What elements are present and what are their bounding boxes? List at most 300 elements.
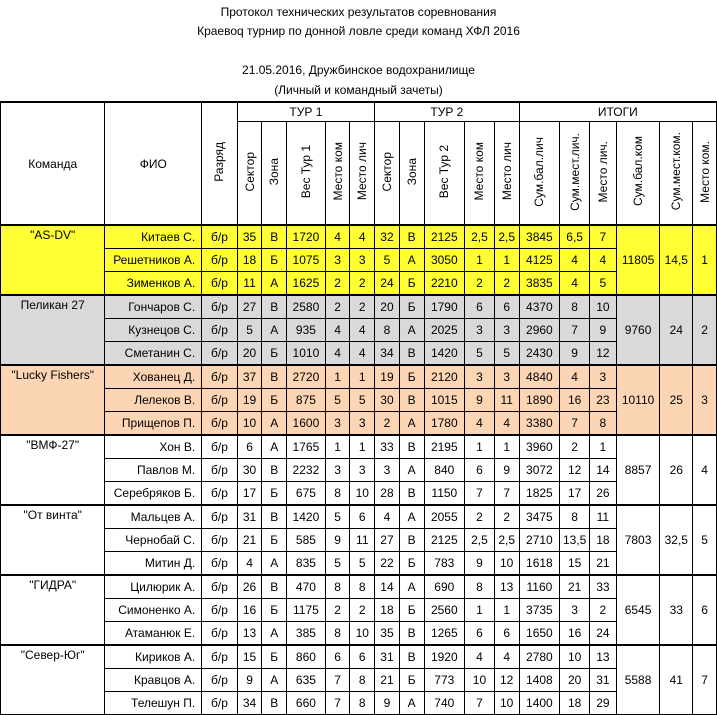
sum-pts-cell: 1890 bbox=[519, 389, 560, 412]
fio-cell: Решетников А. bbox=[105, 249, 202, 272]
t2-sector-cell: 22 bbox=[375, 552, 400, 576]
t2-sector-cell: 27 bbox=[375, 529, 400, 552]
place-pers-total-cell: 31 bbox=[590, 669, 617, 692]
rank-cell: б/р bbox=[202, 669, 238, 692]
t1-zone-cell: А bbox=[262, 412, 287, 436]
col-sum-pts-team: Сум.бал.ком bbox=[616, 122, 660, 226]
t1-sector-cell: 10 bbox=[237, 412, 262, 436]
rank-cell: б/р bbox=[202, 692, 238, 715]
results-table bbox=[0, 101, 717, 715]
t1-place-team-cell: 9 bbox=[325, 529, 350, 552]
t2-place-pers-cell: 13 bbox=[494, 575, 519, 599]
sum-places-cell: 9 bbox=[560, 342, 590, 366]
table-row bbox=[1, 599, 717, 622]
scoring-note: (Личный и командный зачеты) bbox=[274, 83, 443, 97]
t2-place-pers-cell: 3 bbox=[494, 319, 519, 342]
fio-cell: Мальцев А. bbox=[105, 505, 202, 529]
t1-weight-cell: 860 bbox=[287, 645, 326, 669]
sum-places-cell: 4 bbox=[560, 365, 590, 389]
t2-place-pers-cell: 2 bbox=[494, 272, 519, 296]
t2-weight-cell: 2025 bbox=[424, 319, 465, 342]
rank-cell: б/р bbox=[202, 342, 238, 366]
t1-zone-cell: В bbox=[262, 295, 287, 319]
t2-place-team-cell: 4 bbox=[465, 645, 495, 669]
t2-zone-cell: А bbox=[399, 319, 424, 342]
t2-place-team-cell: 6 bbox=[465, 459, 495, 482]
t2-place-team-cell: 6 bbox=[465, 622, 495, 646]
sum-pts-cell: 4370 bbox=[519, 295, 560, 319]
t1-place-team-cell: 6 bbox=[325, 645, 350, 669]
t1-weight-cell: 660 bbox=[287, 692, 326, 715]
rank-cell: б/р bbox=[202, 645, 238, 669]
col-t2-weight: Вес Тур 2 bbox=[424, 122, 465, 226]
place-pers-total-cell: 1 bbox=[590, 435, 617, 459]
t2-weight-cell: 1150 bbox=[424, 482, 465, 506]
t2-zone-cell: А bbox=[399, 505, 424, 529]
team-name-cell: "Север-Юг" bbox=[1, 645, 105, 715]
sum-pts-cell: 3072 bbox=[519, 459, 560, 482]
t1-place-team-cell: 2 bbox=[325, 295, 350, 319]
place-pers-total-cell: 23 bbox=[590, 389, 617, 412]
t1-weight-cell: 1765 bbox=[287, 435, 326, 459]
tournament-title: Краевоq турнир по донной ловле среди команд ХФЛ 2016 bbox=[197, 24, 520, 38]
t1-place-team-cell: 3 bbox=[325, 459, 350, 482]
fio-cell: Хон В. bbox=[105, 435, 202, 459]
t1-place-team-cell: 4 bbox=[325, 319, 350, 342]
t1-sector-cell: 26 bbox=[237, 575, 262, 599]
t2-sector-cell: 21 bbox=[375, 669, 400, 692]
table-row bbox=[1, 272, 717, 296]
t1-weight-cell: 470 bbox=[287, 575, 326, 599]
t2-place-team-cell: 1 bbox=[465, 249, 495, 272]
t2-sector-cell: 9 bbox=[375, 692, 400, 715]
t2-weight-cell: 3050 bbox=[424, 249, 465, 272]
sum-places-cell: 3 bbox=[560, 599, 590, 622]
t1-sector-cell: 21 bbox=[237, 529, 262, 552]
t1-place-pers-cell: 10 bbox=[350, 622, 375, 646]
t2-place-pers-cell: 12 bbox=[494, 669, 519, 692]
t1-place-pers-cell: 3 bbox=[350, 459, 375, 482]
sum-pts-cell: 3475 bbox=[519, 505, 560, 529]
team-place-cell: 1 bbox=[693, 225, 717, 295]
t1-place-pers-cell: 3 bbox=[350, 249, 375, 272]
place-pers-total-cell: 26 bbox=[590, 482, 617, 506]
t2-zone-cell: В bbox=[399, 529, 424, 552]
t1-zone-cell: Б bbox=[262, 599, 287, 622]
team-place-cell: 7 bbox=[693, 645, 717, 715]
table-row bbox=[1, 669, 717, 692]
t2-place-team-cell: 5 bbox=[465, 342, 495, 366]
team-name-cell: "Lucky Fishers" bbox=[1, 365, 105, 435]
t1-place-team-cell: 2 bbox=[325, 599, 350, 622]
t1-zone-cell: Б bbox=[262, 342, 287, 366]
t1-sector-cell: 13 bbox=[237, 622, 262, 646]
team-name-cell: "ВМФ-27" bbox=[1, 435, 105, 505]
t1-place-team-cell: 8 bbox=[325, 622, 350, 646]
t2-sector-cell: 20 bbox=[375, 295, 400, 319]
place-pers-total-cell: 5 bbox=[590, 272, 617, 296]
t1-sector-cell: 35 bbox=[237, 225, 262, 249]
t1-weight-cell: 1420 bbox=[287, 505, 326, 529]
team-sum-pts-cell: 8857 bbox=[616, 435, 660, 505]
t2-place-pers-cell: 11 bbox=[494, 389, 519, 412]
t1-weight-cell: 1075 bbox=[287, 249, 326, 272]
t2-place-pers-cell: 9 bbox=[494, 459, 519, 482]
team-sum-places-cell: 14,5 bbox=[660, 225, 693, 295]
col-sum-pts: Сум.бал.лич bbox=[519, 122, 560, 226]
sum-places-cell: 20 bbox=[560, 669, 590, 692]
t2-weight-cell: 2120 bbox=[424, 365, 465, 389]
table-row bbox=[1, 482, 717, 506]
t2-place-team-cell: 2 bbox=[465, 505, 495, 529]
place-pers-total-cell: 7 bbox=[590, 225, 617, 249]
t2-weight-cell: 690 bbox=[424, 575, 465, 599]
sum-places-cell: 7 bbox=[560, 319, 590, 342]
sum-places-cell: 13,5 bbox=[560, 529, 590, 552]
team-sum-places-cell: 41 bbox=[660, 645, 693, 715]
team-place-cell: 4 bbox=[693, 435, 717, 505]
team-place-cell: 5 bbox=[693, 505, 717, 575]
col-t2-place-pers: Место лич bbox=[494, 122, 519, 226]
place-pers-total-cell: 10 bbox=[590, 295, 617, 319]
place-pers-total-cell: 29 bbox=[590, 692, 617, 715]
rank-cell: б/р bbox=[202, 599, 238, 622]
t2-place-pers-cell: 2 bbox=[494, 505, 519, 529]
t2-weight-cell: 1790 bbox=[424, 295, 465, 319]
t1-sector-cell: 15 bbox=[237, 645, 262, 669]
t2-sector-cell: 33 bbox=[375, 435, 400, 459]
col-tour2: ТУР 2 bbox=[375, 102, 519, 122]
t1-place-pers-cell: 8 bbox=[350, 575, 375, 599]
col-team: Команда bbox=[1, 102, 105, 225]
t1-zone-cell: Б bbox=[262, 482, 287, 506]
t2-place-team-cell: 9 bbox=[465, 389, 495, 412]
t2-sector-cell: 28 bbox=[375, 482, 400, 506]
sum-places-cell: 2 bbox=[560, 435, 590, 459]
t1-place-pers-cell: 8 bbox=[350, 692, 375, 715]
rank-cell: б/р bbox=[202, 225, 238, 249]
table-row bbox=[1, 295, 717, 319]
t2-sector-cell: 32 bbox=[375, 225, 400, 249]
sum-pts-cell: 1650 bbox=[519, 622, 560, 646]
fio-cell: Кравцов А. bbox=[105, 669, 202, 692]
sum-pts-cell: 3380 bbox=[519, 412, 560, 436]
t1-zone-cell: В bbox=[262, 459, 287, 482]
t1-weight-cell: 1625 bbox=[287, 272, 326, 296]
t1-zone-cell: Б bbox=[262, 389, 287, 412]
t1-zone-cell: В bbox=[262, 505, 287, 529]
sum-places-cell: 6,5 bbox=[560, 225, 590, 249]
table-row bbox=[1, 389, 717, 412]
col-rank: Разряд bbox=[202, 102, 238, 225]
t1-sector-cell: 37 bbox=[237, 365, 262, 389]
col-tour1: ТУР 1 bbox=[237, 102, 374, 122]
t1-place-pers-cell: 4 bbox=[350, 319, 375, 342]
t1-place-team-cell: 7 bbox=[325, 669, 350, 692]
fio-cell: Симоненко А. bbox=[105, 599, 202, 622]
rank-cell: б/р bbox=[202, 575, 238, 599]
sum-pts-cell: 2960 bbox=[519, 319, 560, 342]
t1-sector-cell: 4 bbox=[237, 552, 262, 576]
t2-place-pers-cell: 6 bbox=[494, 622, 519, 646]
fio-cell: Серебряков Б. bbox=[105, 482, 202, 506]
t1-place-pers-cell: 6 bbox=[350, 645, 375, 669]
team-sum-pts-cell: 11805 bbox=[616, 225, 660, 295]
place-pers-total-cell: 3 bbox=[590, 365, 617, 389]
t2-zone-cell: В bbox=[399, 482, 424, 506]
t1-place-pers-cell: 2 bbox=[350, 272, 375, 296]
table-row bbox=[1, 505, 717, 529]
t1-place-pers-cell: 11 bbox=[350, 529, 375, 552]
col-t1-zone: Зона bbox=[262, 122, 287, 226]
table-row bbox=[1, 319, 717, 342]
rank-cell: б/р bbox=[202, 622, 238, 646]
t2-place-team-cell: 4 bbox=[465, 412, 495, 436]
rank-cell: б/р bbox=[202, 459, 238, 482]
t1-sector-cell: 30 bbox=[237, 459, 262, 482]
fio-cell: Атаманюк Е. bbox=[105, 622, 202, 646]
sum-places-cell: 10 bbox=[560, 645, 590, 669]
t1-weight-cell: 875 bbox=[287, 389, 326, 412]
t2-weight-cell: 1920 bbox=[424, 645, 465, 669]
rank-cell: б/р bbox=[202, 272, 238, 296]
t2-zone-cell: Б bbox=[399, 552, 424, 576]
team-place-cell: 2 bbox=[693, 295, 717, 365]
t2-zone-cell: Б bbox=[399, 295, 424, 319]
table-row bbox=[1, 552, 717, 576]
t2-weight-cell: 2210 bbox=[424, 272, 465, 296]
t2-weight-cell: 783 bbox=[424, 552, 465, 576]
rank-cell: б/р bbox=[202, 389, 238, 412]
sum-pts-cell: 3960 bbox=[519, 435, 560, 459]
t1-sector-cell: 19 bbox=[237, 389, 262, 412]
team-sum-pts-cell: 9760 bbox=[616, 295, 660, 365]
t2-place-pers-cell: 2,5 bbox=[494, 225, 519, 249]
t2-sector-cell: 2 bbox=[375, 412, 400, 436]
team-sum-places-cell: 24 bbox=[660, 295, 693, 365]
place-pers-total-cell: 24 bbox=[590, 622, 617, 646]
sum-places-cell: 7 bbox=[560, 412, 590, 436]
sum-places-cell: 16 bbox=[560, 389, 590, 412]
t2-zone-cell: А bbox=[399, 249, 424, 272]
t2-weight-cell: 1420 bbox=[424, 342, 465, 366]
col-t1-place-pers: Место лич bbox=[350, 122, 375, 226]
t2-zone-cell: А bbox=[399, 692, 424, 715]
fio-cell: Лелеков В. bbox=[105, 389, 202, 412]
t2-zone-cell: В bbox=[399, 645, 424, 669]
rank-cell: б/р bbox=[202, 552, 238, 576]
t1-place-team-cell: 8 bbox=[325, 482, 350, 506]
table-row bbox=[1, 459, 717, 482]
table-row bbox=[1, 365, 717, 389]
t2-weight-cell: 2125 bbox=[424, 225, 465, 249]
fio-cell: Кузнецов С. bbox=[105, 319, 202, 342]
rank-cell: б/р bbox=[202, 529, 238, 552]
col-t1-sector: Сектор bbox=[237, 122, 262, 226]
t1-place-team-cell: 8 bbox=[325, 575, 350, 599]
t1-sector-cell: 17 bbox=[237, 482, 262, 506]
t2-zone-cell: В bbox=[399, 435, 424, 459]
t2-place-team-cell: 3 bbox=[465, 319, 495, 342]
t2-sector-cell: 30 bbox=[375, 389, 400, 412]
t2-zone-cell: А bbox=[399, 412, 424, 436]
t1-place-team-cell: 3 bbox=[325, 412, 350, 436]
t1-zone-cell: В bbox=[262, 365, 287, 389]
t2-place-team-cell: 9 bbox=[465, 552, 495, 576]
sum-places-cell: 4 bbox=[560, 249, 590, 272]
place-pers-total-cell: 2 bbox=[590, 599, 617, 622]
fio-cell: Китаев С. bbox=[105, 225, 202, 249]
rank-cell: б/р bbox=[202, 249, 238, 272]
rank-cell: б/р bbox=[202, 319, 238, 342]
table-row bbox=[1, 412, 717, 436]
rank-cell: б/р bbox=[202, 435, 238, 459]
t2-place-pers-cell: 1 bbox=[494, 599, 519, 622]
date-location: 21.05.2016, Дружбинское водохранилище bbox=[242, 63, 475, 77]
t1-place-team-cell: 5 bbox=[325, 505, 350, 529]
t1-place-pers-cell: 5 bbox=[350, 552, 375, 576]
fio-cell: Павлов М. bbox=[105, 459, 202, 482]
rank-cell: б/р bbox=[202, 412, 238, 436]
t2-place-pers-cell: 7 bbox=[494, 482, 519, 506]
t1-weight-cell: 2232 bbox=[287, 459, 326, 482]
fio-cell: Зименков А. bbox=[105, 272, 202, 296]
t1-zone-cell: В bbox=[262, 575, 287, 599]
team-sum-places-cell: 33 bbox=[660, 575, 693, 645]
t2-sector-cell: 8 bbox=[375, 319, 400, 342]
t1-place-pers-cell: 10 bbox=[350, 482, 375, 506]
place-pers-total-cell: 21 bbox=[590, 552, 617, 576]
team-sum-places-cell: 32,5 bbox=[660, 505, 693, 575]
col-t2-sector: Сектор bbox=[375, 122, 400, 226]
t2-sector-cell: 3 bbox=[375, 459, 400, 482]
team-place-cell: 6 bbox=[693, 575, 717, 645]
t1-place-pers-cell: 6 bbox=[350, 505, 375, 529]
t2-place-pers-cell: 6 bbox=[494, 295, 519, 319]
sum-pts-cell: 3845 bbox=[519, 225, 560, 249]
t2-sector-cell: 18 bbox=[375, 599, 400, 622]
t2-weight-cell: 1015 bbox=[424, 389, 465, 412]
team-sum-pts-cell: 10110 bbox=[616, 365, 660, 435]
table-row bbox=[1, 435, 717, 459]
t2-weight-cell: 1780 bbox=[424, 412, 465, 436]
sum-pts-cell: 4125 bbox=[519, 249, 560, 272]
t2-place-pers-cell: 5 bbox=[494, 342, 519, 366]
t1-weight-cell: 1720 bbox=[287, 225, 326, 249]
sum-places-cell: 12 bbox=[560, 459, 590, 482]
t1-zone-cell: Б bbox=[262, 249, 287, 272]
sum-pts-cell: 2430 bbox=[519, 342, 560, 366]
rank-cell: б/р bbox=[202, 482, 238, 506]
t2-zone-cell: В bbox=[399, 342, 424, 366]
team-sum-pts-cell: 5588 bbox=[616, 645, 660, 715]
col-t2-place-team: Место ком bbox=[465, 122, 495, 226]
t1-weight-cell: 385 bbox=[287, 622, 326, 646]
rank-cell: б/р bbox=[202, 365, 238, 389]
fio-cell: Цилюрик А. bbox=[105, 575, 202, 599]
fio-cell: Сметанин С. bbox=[105, 342, 202, 366]
t1-zone-cell: Б bbox=[262, 529, 287, 552]
t2-place-team-cell: 2 bbox=[465, 272, 495, 296]
t2-place-team-cell: 3 bbox=[465, 365, 495, 389]
sum-pts-cell: 1400 bbox=[519, 692, 560, 715]
t1-place-team-cell: 1 bbox=[325, 365, 350, 389]
col-sum-places-team: Сум.мест.ком. bbox=[660, 122, 693, 226]
t2-zone-cell: В bbox=[399, 622, 424, 646]
t2-sector-cell: 14 bbox=[375, 575, 400, 599]
fio-cell: Хованец Д. bbox=[105, 365, 202, 389]
t1-zone-cell: Б bbox=[262, 645, 287, 669]
fio-cell: Чернобай С. bbox=[105, 529, 202, 552]
t2-weight-cell: 2055 bbox=[424, 505, 465, 529]
t2-sector-cell: 4 bbox=[375, 505, 400, 529]
sum-pts-cell: 4840 bbox=[519, 365, 560, 389]
protocol-title: Протокол технических результатов соревнования bbox=[220, 5, 497, 19]
t1-weight-cell: 585 bbox=[287, 529, 326, 552]
team-place-cell: 3 bbox=[693, 365, 717, 435]
team-sum-places-cell: 25 bbox=[660, 365, 693, 435]
t1-zone-cell: А bbox=[262, 669, 287, 692]
t2-weight-cell: 773 bbox=[424, 669, 465, 692]
place-pers-total-cell: 11 bbox=[590, 505, 617, 529]
table-row bbox=[1, 249, 717, 272]
t1-place-pers-cell: 5 bbox=[350, 389, 375, 412]
team-name-cell: Пеликан 27 bbox=[1, 295, 105, 365]
t2-sector-cell: 35 bbox=[375, 622, 400, 646]
t1-place-team-cell: 7 bbox=[325, 692, 350, 715]
place-pers-total-cell: 18 bbox=[590, 529, 617, 552]
col-sum-places: Сум.мест.лич. bbox=[560, 122, 590, 226]
t2-place-team-cell: 1 bbox=[465, 599, 495, 622]
t2-place-team-cell: 2,5 bbox=[465, 225, 495, 249]
t2-zone-cell: Б bbox=[399, 272, 424, 296]
col-totals: ИТОГИ bbox=[519, 102, 716, 122]
col-place-pers-total: Место лич. bbox=[590, 122, 617, 226]
rank-cell: б/р bbox=[202, 505, 238, 529]
t1-weight-cell: 1600 bbox=[287, 412, 326, 436]
fio-cell: Митин Д. bbox=[105, 552, 202, 576]
place-pers-total-cell: 4 bbox=[590, 249, 617, 272]
results-body bbox=[1, 225, 717, 715]
sum-places-cell: 4 bbox=[560, 272, 590, 296]
table-row bbox=[1, 342, 717, 366]
table-row bbox=[1, 225, 717, 249]
sum-places-cell: 18 bbox=[560, 692, 590, 715]
t1-place-pers-cell: 4 bbox=[350, 225, 375, 249]
place-pers-total-cell: 13 bbox=[590, 645, 617, 669]
t2-place-team-cell: 2,5 bbox=[465, 529, 495, 552]
sum-places-cell: 17 bbox=[560, 482, 590, 506]
fio-cell: Кириков А. bbox=[105, 645, 202, 669]
t1-weight-cell: 835 bbox=[287, 552, 326, 576]
t1-zone-cell: А bbox=[262, 272, 287, 296]
t1-place-team-cell: 3 bbox=[325, 249, 350, 272]
sum-pts-cell: 2710 bbox=[519, 529, 560, 552]
t1-zone-cell: В bbox=[262, 692, 287, 715]
t1-sector-cell: 27 bbox=[237, 295, 262, 319]
t1-place-pers-cell: 1 bbox=[350, 365, 375, 389]
t2-weight-cell: 1265 bbox=[424, 622, 465, 646]
t2-place-team-cell: 8 bbox=[465, 575, 495, 599]
sum-places-cell: 15 bbox=[560, 552, 590, 576]
fio-cell: Телешун П. bbox=[105, 692, 202, 715]
t2-zone-cell: Б bbox=[399, 599, 424, 622]
t1-sector-cell: 34 bbox=[237, 692, 262, 715]
t1-place-team-cell: 4 bbox=[325, 342, 350, 366]
place-pers-total-cell: 12 bbox=[590, 342, 617, 366]
team-sum-pts-cell: 7803 bbox=[616, 505, 660, 575]
t2-place-pers-cell: 3 bbox=[494, 365, 519, 389]
